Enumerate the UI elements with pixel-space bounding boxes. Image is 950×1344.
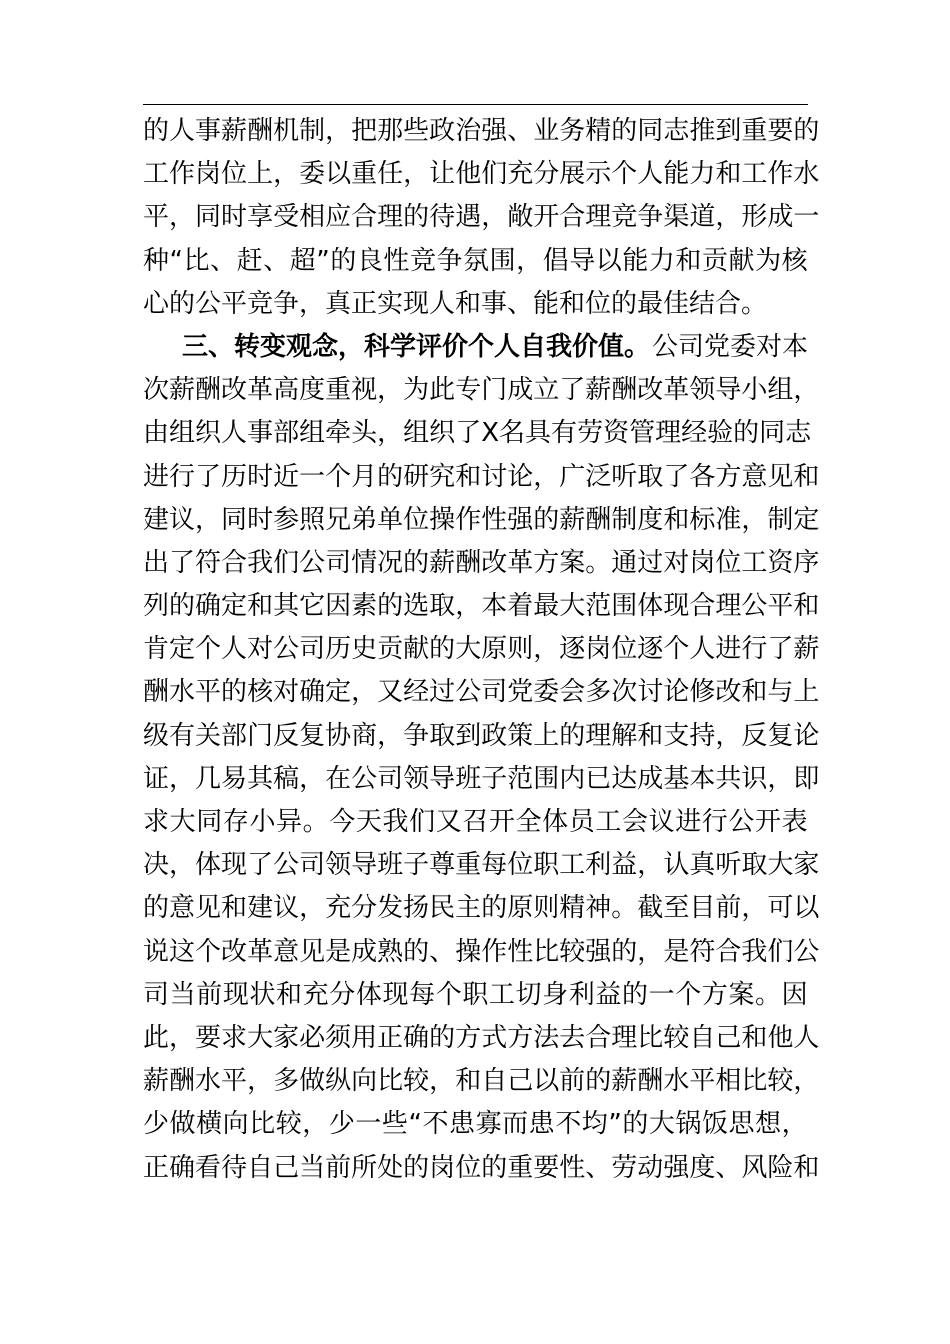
text-line: 进 行 了 历 时 近 一 个 月 的 研 究 和 讨 论 ， 广 泛 听 取 了 各 方 意 见 和 [143, 461, 820, 492]
text-line: 肯 定 个 人 对 公 司 历 史 贡 献 的 大 原 则 ， 逐 岗 位 逐 个 人 进 行 了 薪 [143, 634, 820, 665]
text-line: 种 “ 比 、 赶 、 超 ” 的 良 性 竞 争 氛 围 ， 倡 导 以 能 力 和 贡 献 为 核 [143, 245, 808, 276]
text-line: 薪 酬 水 平 ， 多 做 纵 向 比 较 ， 和 自 己 以 前 的 薪 酬 水 平 相 比 较 ， [143, 1066, 820, 1097]
text-line: 由 组 织 人 事 部 组 牵 头 ， 组 织 了 X 名 具 有 劳 资 管 理 经 验 的 同 志 [143, 418, 812, 449]
text-line: 说 这 个 改 革 意 见 是 成 熟 的 、 操 作 性 比 较 强 的 ， 是 符 合 我 们 公 [143, 936, 820, 967]
text-line: 平 ， 同 时 享 受 相 应 合 理 的 待 遇 ， 敞 开 合 理 竞 争 渠 道 ， 形 成 一 [143, 202, 820, 233]
text-line: 的 意 见 和 建 议 ， 充 分 发 扬 民 主 的 原 则 精 神 。 截 至 目 前 ， 可 以 [143, 893, 820, 924]
text-line: 建 议 ， 同 时 参 照 兄 弟 单 位 操 作 性 强 的 薪 酬 制 度 和 标 准 ， 制 定 [143, 504, 820, 535]
text-line: 心的公平竞争，真正实现人和事、能和位的最佳结合。 [143, 288, 768, 319]
body-text [143, 110, 820, 1190]
text-line: 正 确 看 待 自 己 当 前 所 处 的 岗 位 的 重 要 性 、 劳 动 强 度 、 风 险 和 [143, 1152, 820, 1183]
section-heading: 三、转变观念，科学评价个人自我价值。 [182, 331, 651, 362]
text-line: 决 ， 体 现 了 公 司 领 导 班 子 尊 重 每 位 职 工 利 益 ， 认 真 听 取 大 家 [143, 850, 820, 881]
text-line: 少 做 横 向 比 较 ， 少 一 些 “ 不 患 寡 而 患 不 均 ” 的 大 锅 饭 思 想 ， [143, 1109, 808, 1140]
text-line: 级 有 关 部 门 反 复 协 商 ， 争 取 到 政 策 上 的 理 解 和 支 持 ， 反 复 论 [143, 720, 820, 751]
section-line [143, 326, 808, 369]
text-line: 列 的 确 定 和 其 它 因 素 的 选 取 ， 本 着 最 大 范 围 体 现 合 理 公 平 和 [143, 591, 820, 622]
text-line: 的 人 事 薪 酬 机 制 ， 把 那 些 政 治 强 、 业 务 精 的 同 志 推 到 重 要 的 [143, 116, 820, 146]
text-line: 出 了 符 合 我 们 公 司 情 况 的 薪 酬 改 革 方 案 。 通 过 对 岗 位 工 资 序 [143, 547, 820, 578]
text-line: 证 ， 几 易 其 稿 ， 在 公 司 领 导 班 子 范 围 内 已 达 成 基 本 共 识 ， 即 [143, 763, 820, 794]
text-line: 酬 水 平 的 核 对 确 定 ， 又 经 过 公 司 党 委 会 多 次 讨 论 修 改 和 与 上 [143, 677, 820, 708]
header-rule [143, 104, 808, 105]
text-line: 此 ， 要 求 大 家 必 须 用 正 确 的 方 式 方 法 去 合 理 比 较 自 己 和 他 人 [143, 1022, 820, 1053]
text-line: 求 大 同 存 小 异 。 今 天 我 们 又 召 开 全 体 员 工 会 议 进 行 公 开 表 [143, 807, 808, 837]
text-line: 司 当 前 现 状 和 充 分 体 现 每 个 职 工 切 身 利 益 的 一 个 方 案 。 因 [143, 979, 808, 1010]
section-line-continuation: 公司党委对本 [651, 331, 808, 362]
text-line: 次 薪 酬 改 革 高 度 重 视 ， 为 此 专 门 成 立 了 薪 酬 改 革 领 导 小 组 ， [143, 375, 820, 406]
text-line: 工 作 岗 位 上 ， 委 以 重 任 ， 让 他 们 充 分 展 示 个 人 能 力 和 工 作 水 [143, 159, 820, 190]
